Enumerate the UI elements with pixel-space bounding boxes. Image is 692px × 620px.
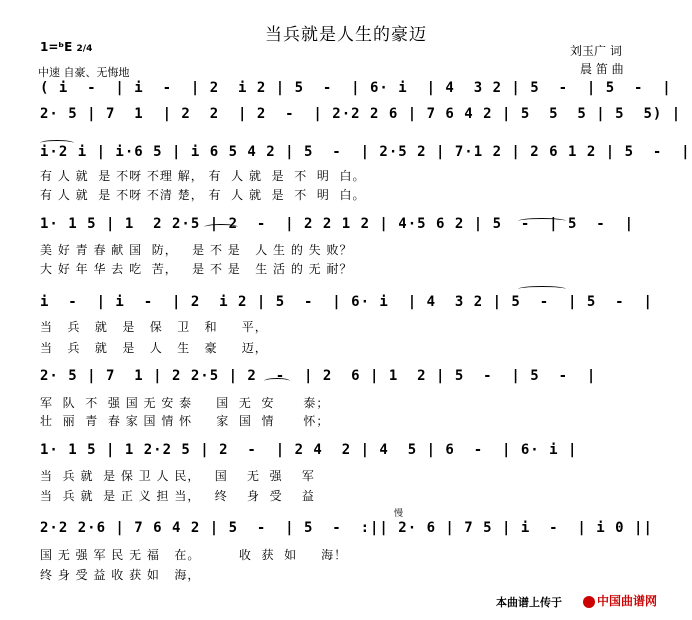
lyrics-4b: 大 好 年 华 去 吃 苦， 是 不 是 生 活 的 无 耐？: [40, 262, 353, 276]
score-line-4: 1· 1 5 | 1 2 2·5 | 2 - | 2 2 1 2 | 4·5 6 2 | 5 - | 5 - |: [40, 216, 635, 232]
lyrics-7b: 当 兵 就 是 正 义 担 当， 终 身 受 益: [40, 489, 315, 503]
score-line-1: ( i - | i - | 2 i 2 | 5 - | 6· i | 4 3 2 | 5 - | 5 - |: [40, 80, 672, 96]
score-line-3: i·2 i | i·6 5 | i 6 5 4 2 | 5 - | 2·5 2 | 7·1 2 | 2 6 1 2 | 5 - |: [40, 144, 691, 160]
lyrics-7a: 当 兵 就 是 保 卫 人 民， 国 无 强 军: [40, 469, 315, 483]
page-title: 当兵就是人生的豪迈: [265, 25, 427, 45]
slur: [518, 286, 566, 292]
lyrics-6a: 军 队 不 强 国 无 安 泰 国 无 安 泰；: [40, 396, 330, 410]
score-line-7: 1· 1 5 | 1 2·2 5 | 2 - | 2 4 2 | 4 5 | 6 - | 6· i |: [40, 442, 578, 458]
lyricist-credit: 刘玉广 词: [570, 44, 622, 58]
lyrics-4a: 美 好 青 春 献 国 防， 是 不 是 人 生 的 失 败？: [40, 243, 353, 257]
lyrics-5b: 当 兵 就 是 人 生 豪 迈，: [40, 341, 268, 355]
lyrics-8b: 终 身 受 益 收 获 如 海，: [40, 568, 201, 582]
key-signature: 1=ᵇE 2/4: [40, 40, 93, 54]
time-signature: 2/4: [76, 44, 93, 54]
lyrics-3b: 有 人 就 是 不呀 不清 楚， 有 人 就 是 不 明 白。: [40, 188, 366, 202]
site-logo[interactable]: 中国曲谱网: [583, 592, 657, 609]
composer-credit: 晨 笛 曲: [580, 62, 624, 76]
lyrics-3a: 有 人 就 是 不呀 不理 解， 有 人 就 是 不 明 白。: [40, 169, 366, 183]
lyrics-5a: 当 兵 就 是 保 卫 和 平，: [40, 320, 268, 334]
lyrics-6b: 壮 丽 青 春 家 国 情 怀 家 国 情 怀；: [40, 414, 330, 428]
footer-upload-text: 本曲谱上传于: [496, 596, 562, 609]
logo-icon: [583, 596, 595, 608]
score-line-8: 2·2 2·6 | 7 6 4 2 | 5 - | 5 - :|| 2· 6 | 7 5 | i - | i 0 ||: [40, 520, 653, 536]
slur: [204, 224, 238, 230]
score-line-6: 2· 5 | 7 1 | 2 2·5 | 2 - | 2 6 | 1 2 | 5 - | 5 - |: [40, 368, 597, 384]
score-line-2: 2· 5 | 7 1 | 2 2 | 2 - | 2·2 2 6 | 7 6 4 2 | 5 5 5 | 5 5) |: [40, 106, 682, 122]
lyrics-8a: 国 无 强 军 民 无 福 在。 收 获 如 海！: [40, 548, 348, 562]
tempo-change-marker: 慢: [394, 509, 404, 519]
score-line-5: i - | i - | 2 i 2 | 5 - | 6· i | 4 3 2 | 5 - | 5 - |: [40, 294, 653, 310]
tempo-marking: 中速 自豪、无悔地: [38, 66, 130, 79]
slur: [264, 378, 290, 384]
slur: [518, 218, 566, 224]
slur: [40, 140, 74, 146]
